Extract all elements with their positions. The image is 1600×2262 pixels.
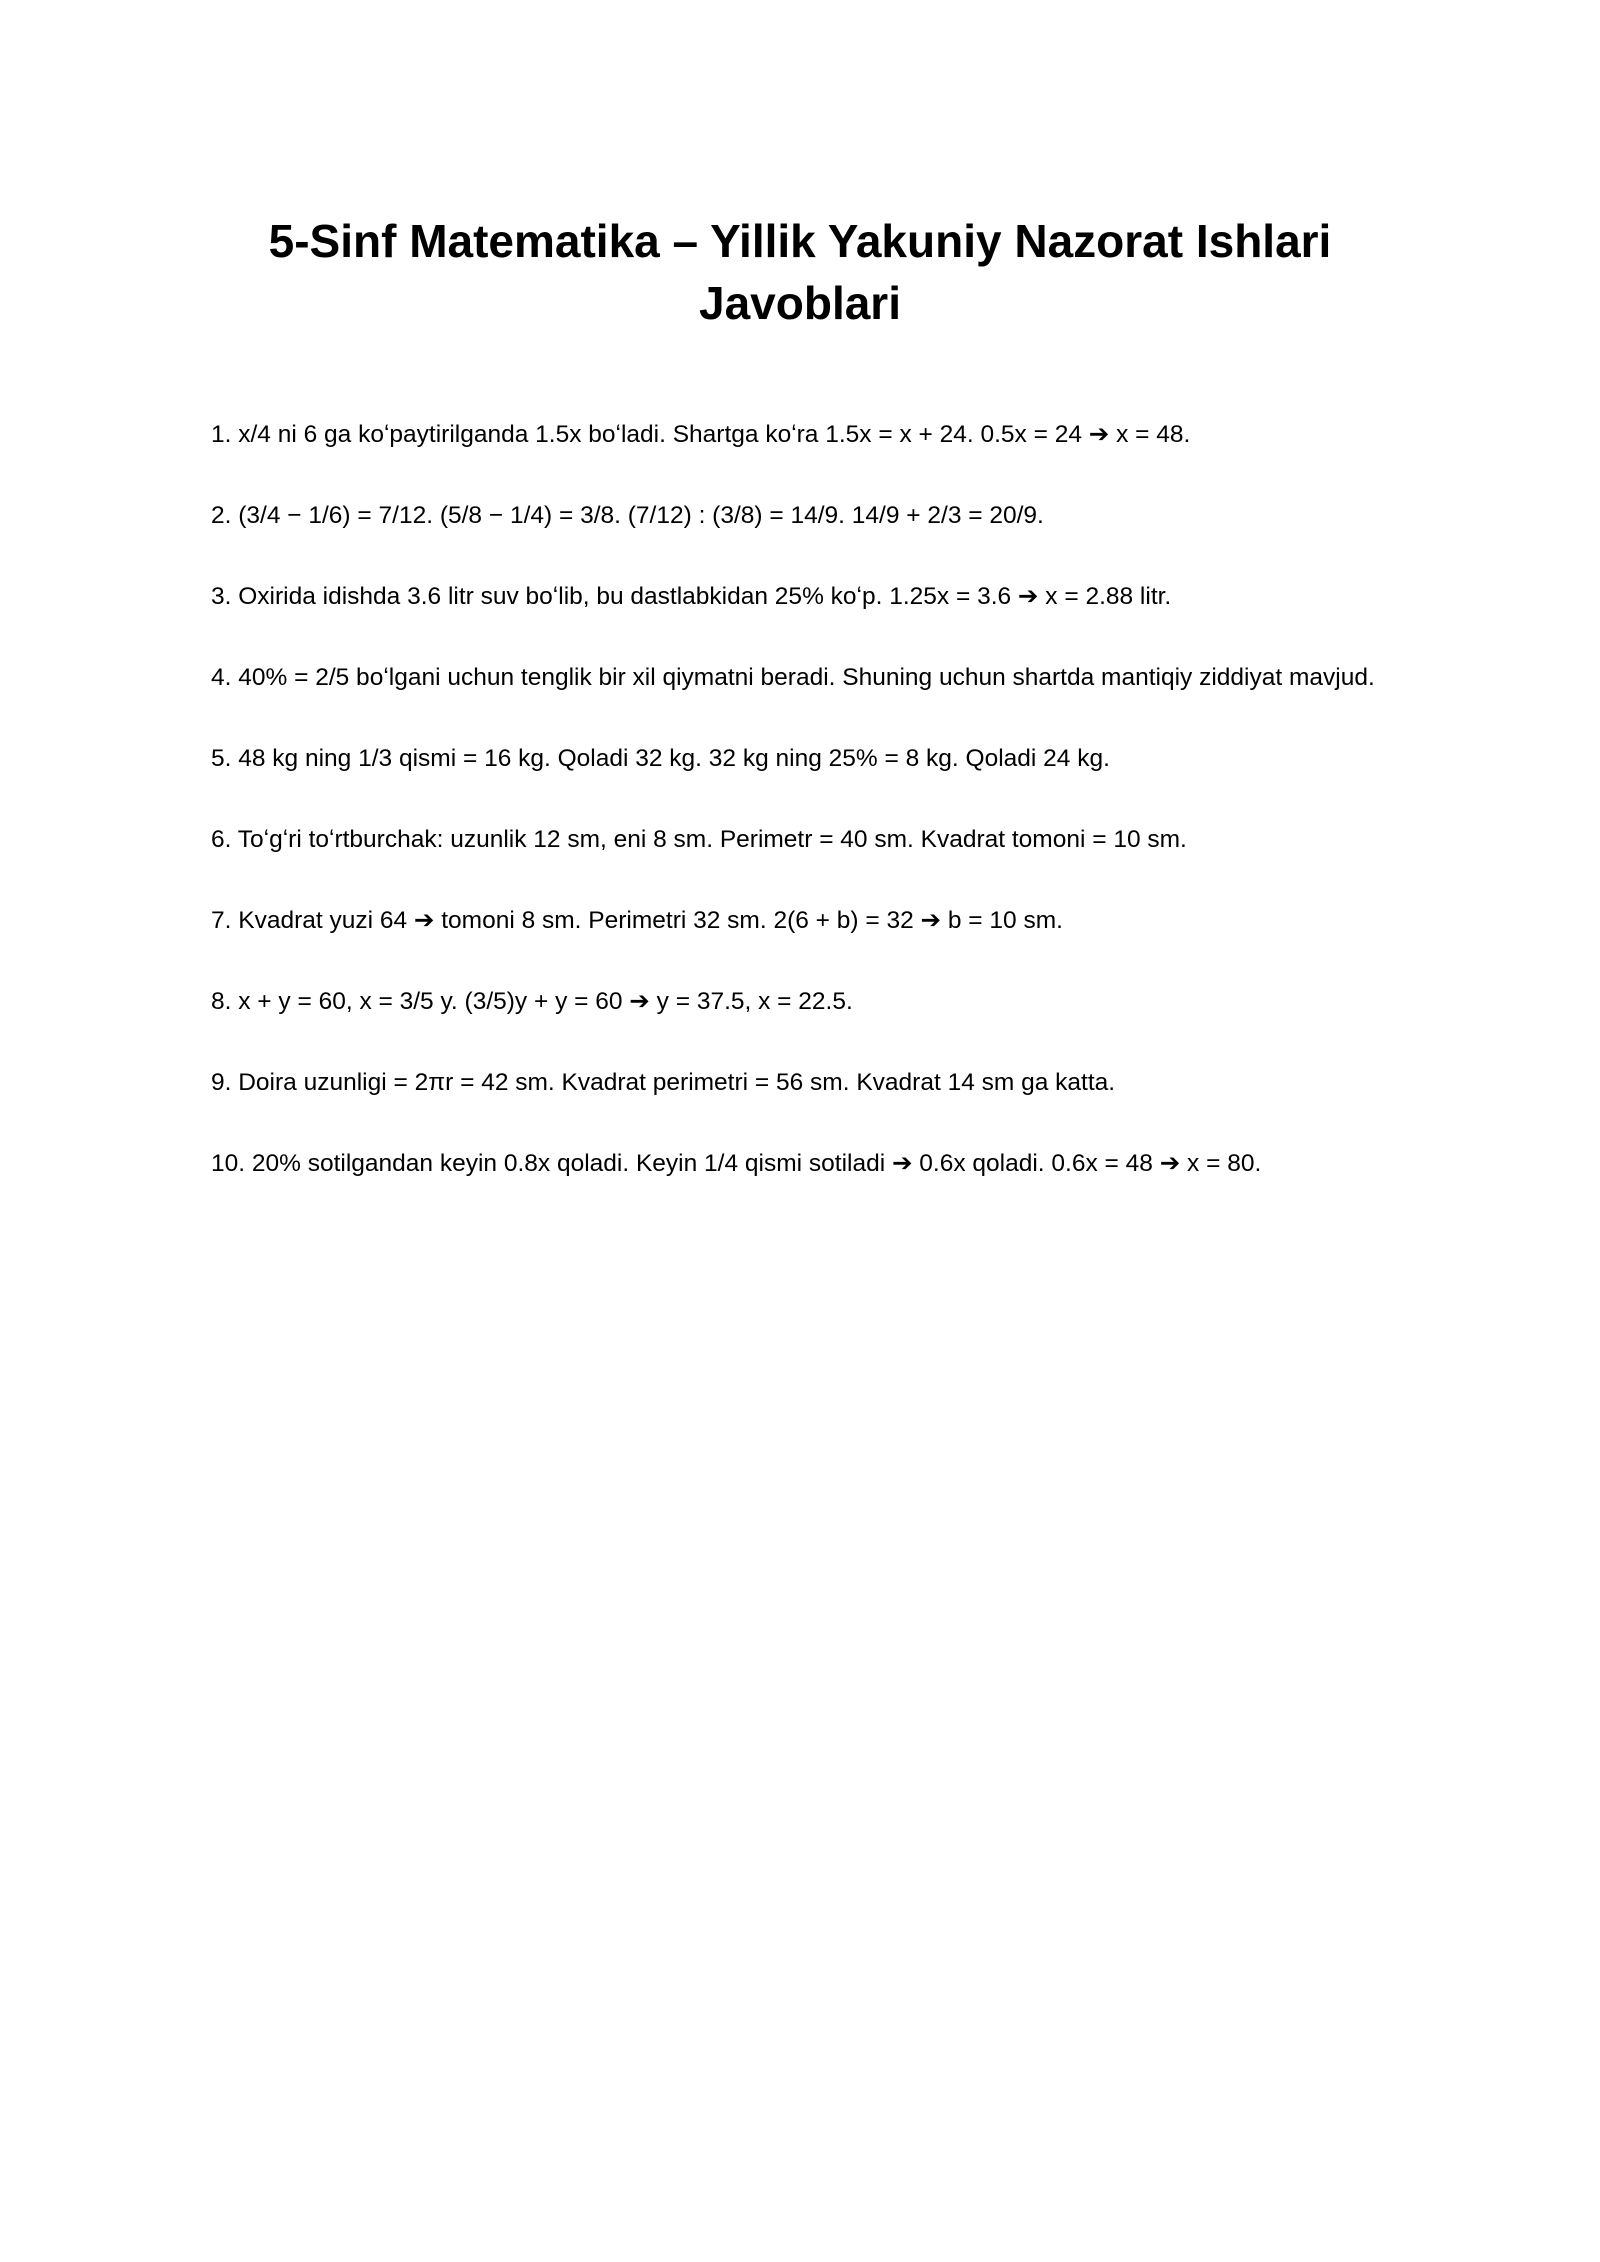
- answer-item-5: 5. 48 kg ning 1/3 qismi = 16 kg. Qoladi 32 kg. 32 kg ning 25% = 8 kg. Qoladi 24 kg.: [211, 745, 1110, 772]
- answer-item-6: 6. Toʻgʻri toʻrtburchak: uzunlik 12 sm, eni 8 sm. Perimetr = 40 sm. Kvadrat tomoni = 10 sm.: [211, 826, 1187, 853]
- answer-item-2: 2. (3/4 − 1/6) = 7/12. (5/8 − 1/4) = 3/8. (7/12) : (3/8) = 14/9. 14/9 + 2/3 = 20/9.: [211, 502, 1044, 529]
- answer-list: [211, 418, 1406, 1180]
- answer-item-3: 3. Oxirida idishda 3.6 litr suv boʻlib, bu dastlabkidan 25% koʻp. 1.25x = 3.6 ➔ x = 2.88 litr.: [211, 583, 1172, 610]
- answer-item-4: 4. 40% = 2/5 boʻlgani uchun tenglik bir xil qiymatni beradi. Shuning uchun shartda mantiqiy ziddiyat mavjud.: [211, 664, 1375, 691]
- answer-item-10: 10. 20% sotilgandan keyin 0.8x qoladi. Keyin 1/4 qismi sotiladi ➔ 0.6x qoladi. 0.6x = 48 ➔ x = 80.: [211, 1150, 1262, 1177]
- answer-item-7: 7. Kvadrat yuzi 64 ➔ tomoni 8 sm. Perimetri 32 sm. 2(6 + b) = 32 ➔ b = 10 sm.: [211, 907, 1063, 934]
- answer-item-8: 8. x + y = 60, x = 3/5 y. (3/5)y + y = 60 ➔ y = 37.5, x = 22.5.: [211, 988, 853, 1015]
- answer-item-9: 9. Doira uzunligi = 2πr = 42 sm. Kvadrat perimetri = 56 sm. Kvadrat 14 sm ga katta.: [211, 1069, 1116, 1096]
- document-title: 5-Sinf Matematika – Yillik Yakuniy Nazorat Ishlari Javoblari: [268, 215, 1332, 329]
- answer-item-1: 1. x/4 ni 6 ga koʻpaytirilganda 1.5x boʻladi. Shartga koʻra 1.5x = x + 24. 0.5x = 24 ➔ x = 48.: [211, 421, 1191, 448]
